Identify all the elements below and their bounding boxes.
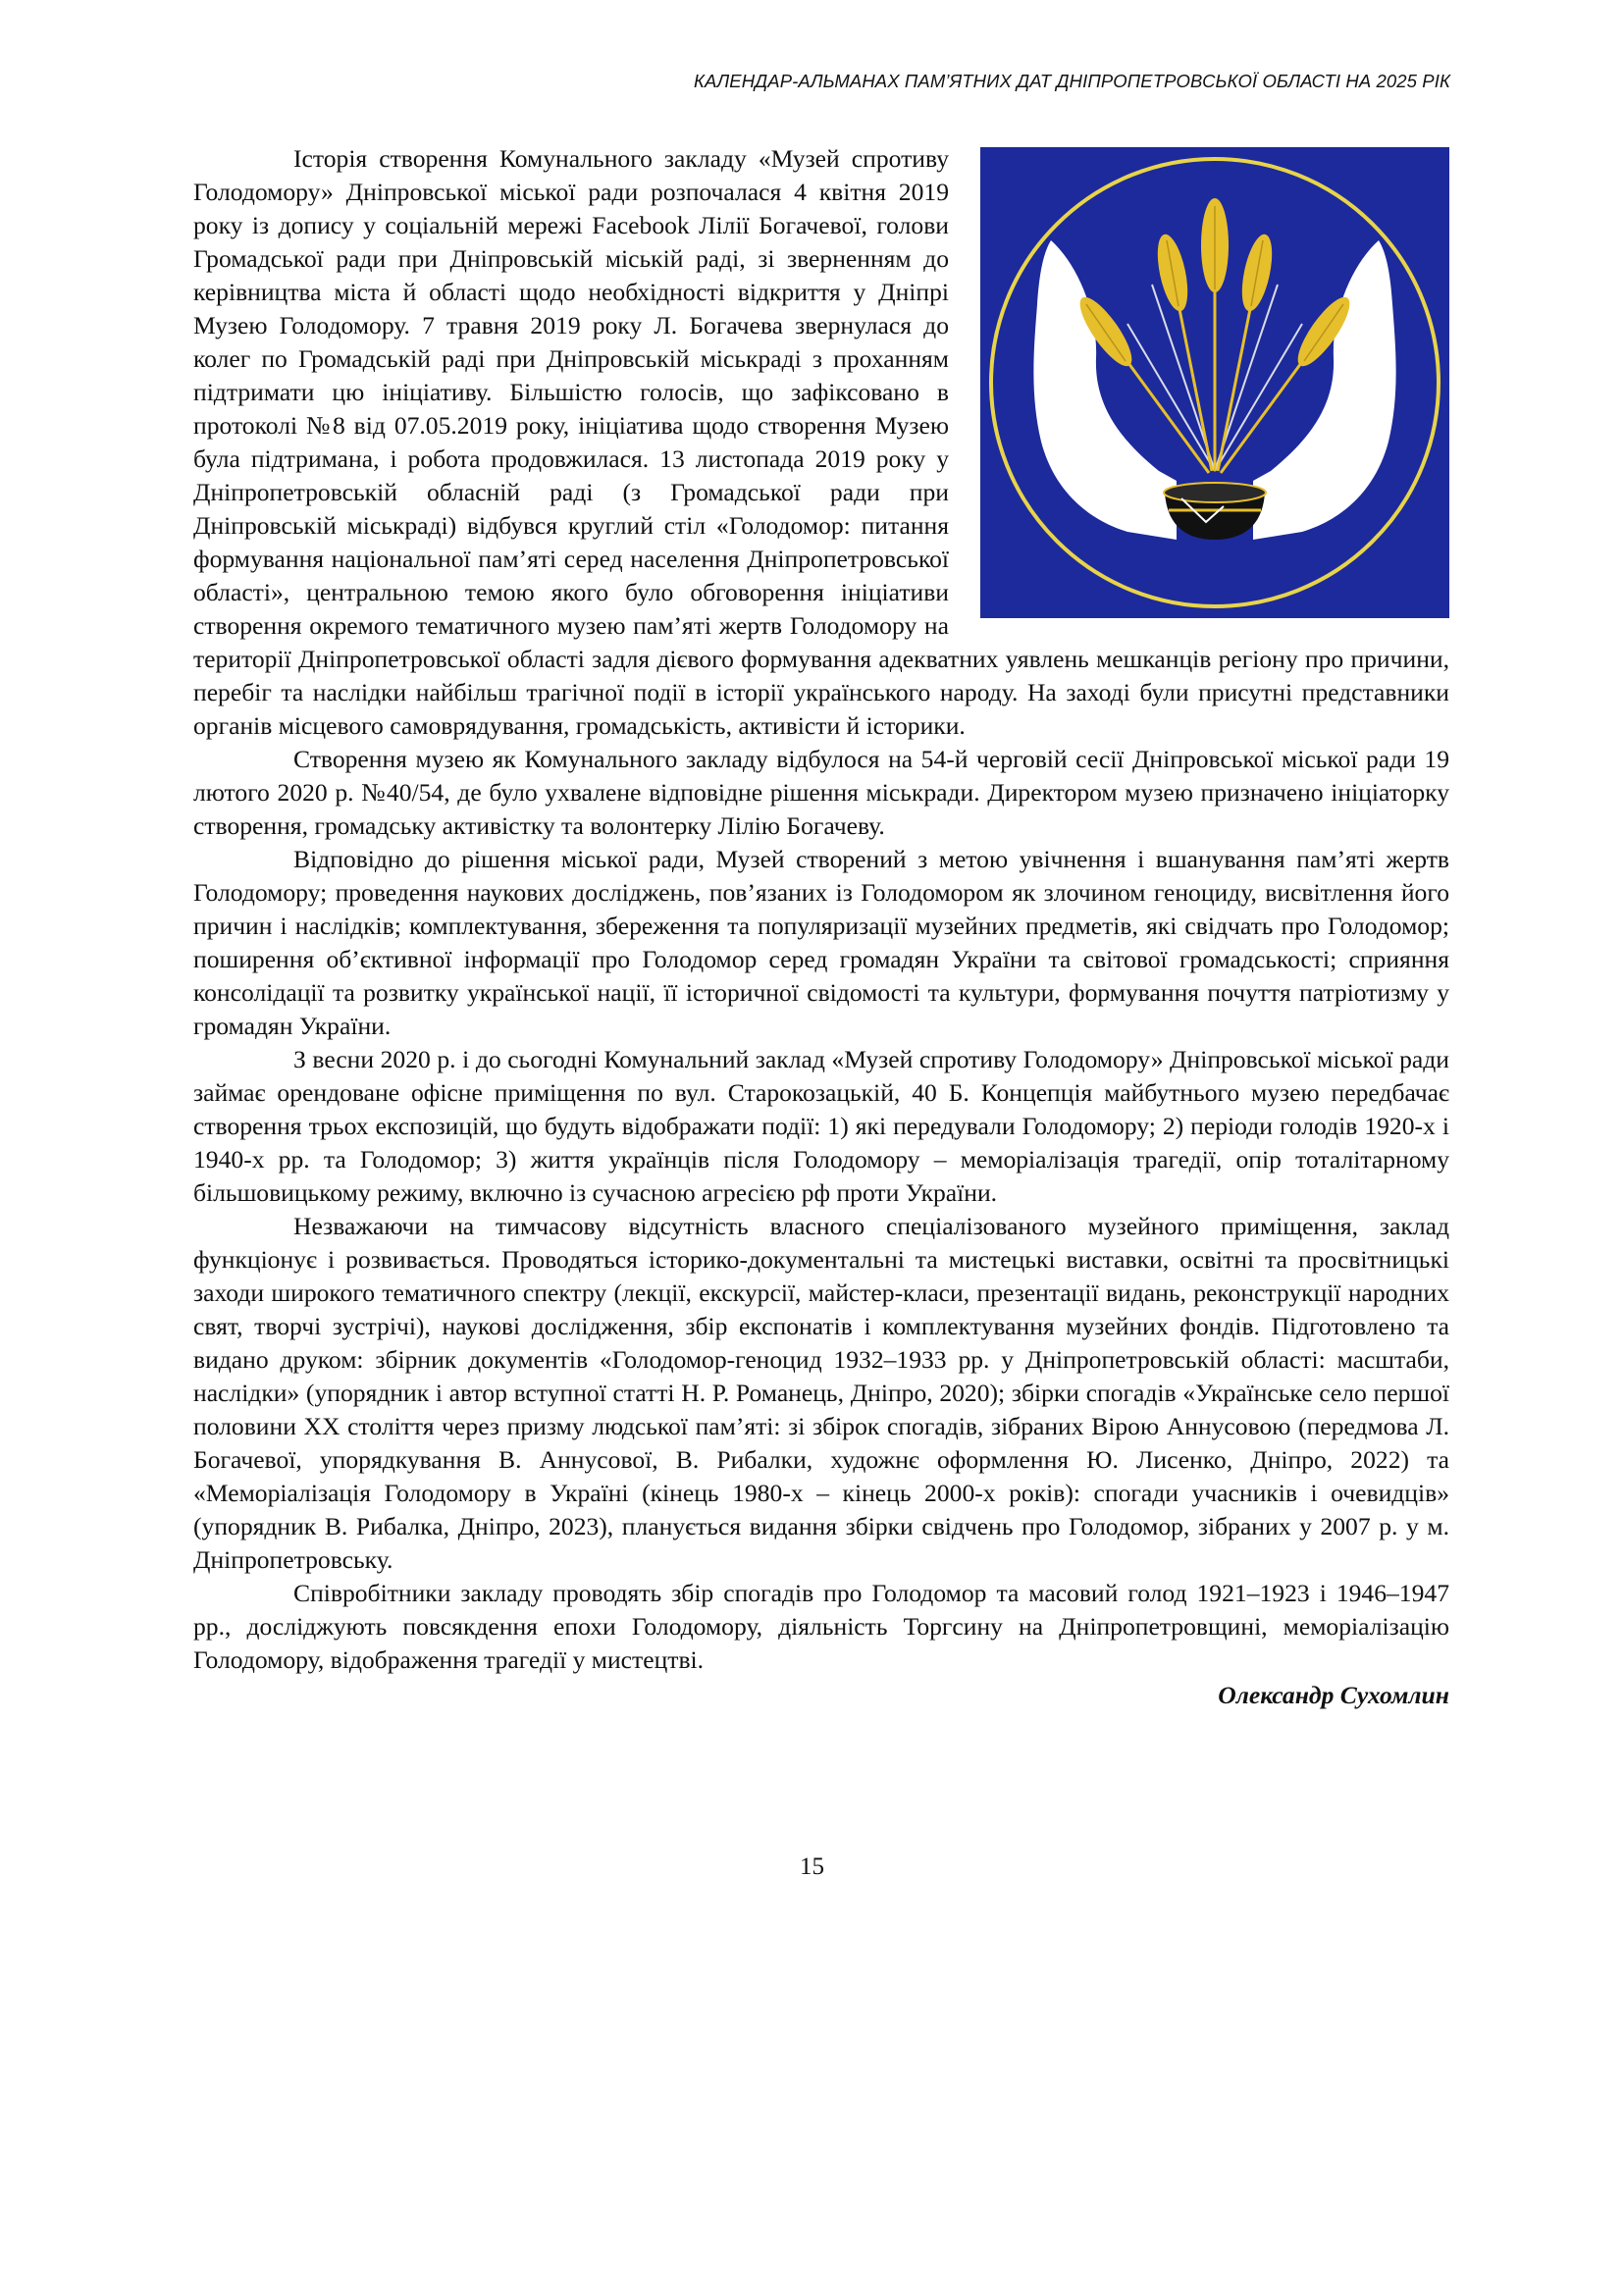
paragraph-3: Відповідно до рішення міської ради, Музей створений з метою увічнення і вшанування пам’яті жертв Голодомору; проведення наукових досліджень, пов’язаних із Голодомором як злочином геноциду, висвітлення його причин і наслідків; комплектування, збереження та популяризації музейних предметів, які свідчать про Голодомор; поширення об’єктивної інформації про Голодомор серед громадян України та світової громадськості; сприяння консолідації та розвитку української нації, її історичної свідомості та культури, формування почуття патріотизму у громадян України.: [193, 845, 1449, 1040]
page-number: 15: [800, 1853, 824, 1880]
paragraph-6: Співробітники закладу проводять збір спогадів про Голодомор та масовий голод 1921–1923 і 1946–1947 рр., досліджують повсякдення епохи Голодомору, діяльність Торгсину на Дніпропетровщині, меморіалізацію Голодомору, відображення трагедії у мистецтві.: [193, 1579, 1449, 1674]
paragraph-5: Незважаючи на тимчасову відсутність власного спеціалізованого музейного приміщення, заклад функціонує і розвивається. Проводяться історико-документальні та мистецькі виставки, освітні та просвітницькі заходи широкого тематичного спектру (лекції, екскурсії, майстер-класи, презентації видань, реконструкції народних свят, творчі зустрічі), наукові дослідження, збір експонатів і комплектування музейних фондів. Підготовлено та видано друком: збірник документів «Голодомор-геноцид 1932–1933 рр. у Дніпропетровській області: масштаби, наслідки» (упорядник і автор вступної статті Н. Р. Романець, Дніпро, 2020); збірки спогадів «Українське село першої половини ХХ століття через призму людської пам’яті: зі збірок спогадів, зібраних Вірою Аннусовою (передмова Л. Богачевої, упорядкування В. Аннусової, В. Рибалки, художнє оформлення Ю. Лисенко, Дніпро, 2022) та «Меморіалізація Голодомору в Україні (кінець 1980-х – кінець 2000-х років): спогади учасників і очевидців» (упорядник В. Рибалка, Дніпро, 2023), планується видання збірки свідчень про Голодомор, зібраних у 2007 р. у м. Дніпропетровську.: [193, 1212, 1449, 1574]
emblem-svg: [980, 147, 1449, 618]
author-signature: Олександр Сухомлин: [1218, 1681, 1449, 1709]
article-body: [193, 142, 1449, 1712]
museum-emblem-image: [980, 147, 1449, 618]
bowl-rim: [1164, 483, 1266, 502]
paragraph-4: З весни 2020 р. і до сьогодні Комунальний заклад «Музей спротиву Голодомору» Дніпровської міської ради займає орендоване офісне приміщення по вул. Старокозацькій, 40 Б. Концепція майбутнього музею передбачає створення трьох експозицій, що будуть відображати події: 1) які передували Голодомору; 2) періоди голодів 1920-х і 1940-х рр. та Голодомор; 3) життя українців після Голодомору – меморіалізація трагедії, опір тоталітарному більшовицькому режиму, включно із сучасною агресією рф проти України.: [193, 1045, 1449, 1207]
paragraph-1: Історія створення Комунального закладу «Музей спротиву Голодомору» Дніпровської міської ради розпочалася 4 квітня 2019 року із допису у соціальній мережі Facebook Лілії Богачевої, голови Громадської ради при Дніпровській міській раді, зі зверненням до керівництва міста й області щодо необхідності відкриття у Дніпрі Музею Голодомору. 7 травня 2019 року Л. Богачева звернулася до колег по Громадській раді при Дніпровській міськраді з проханням підтримати цю ініціативу. Більшістю голосів, що зафіксовано в протоколі №8 від 07.05.2019 року, ініціатива щодо створення Музею була підтримана, і робота продовжилася. 13 листопада 2019 року у Дніпропетровській обласній раді (з Громадської ради при Дніпровській міськраді) відбувся круглий стіл «Голодомор: питання формування національної пам’яті серед населення Дніпропетровської області», центральною темою якого було обговорення ініціативи створення окремого тематичного музею пам’яті жертв Голодомору на території Дніпропетровської області задля дієвого формування адекватних уявлень мешканців регіону про причини, перебіг та наслідки найбільш трагічної події в історії українського народу. На заході були присутні представники органів місцевого самоврядування, громадськість, активісти й історики.: [193, 144, 1449, 740]
running-header: КАЛЕНДАР-АЛЬМАНАХ ПАМ’ЯТНИХ ДАТ ДНІПРОПЕТРОВСЬКОЇ ОБЛАСТІ НА 2025 РІК: [694, 71, 1450, 91]
paragraph-2: Створення музею як Комунального закладу відбулося на 54-й черговій сесії Дніпровської міської ради 19 лютого 2020 р. №40/54, де було ухвалене відповідне рішення міськради. Директором музею призначено ініціаторку створення, громадську активістку та волонтерку Лілію Богачеву.: [193, 745, 1449, 840]
